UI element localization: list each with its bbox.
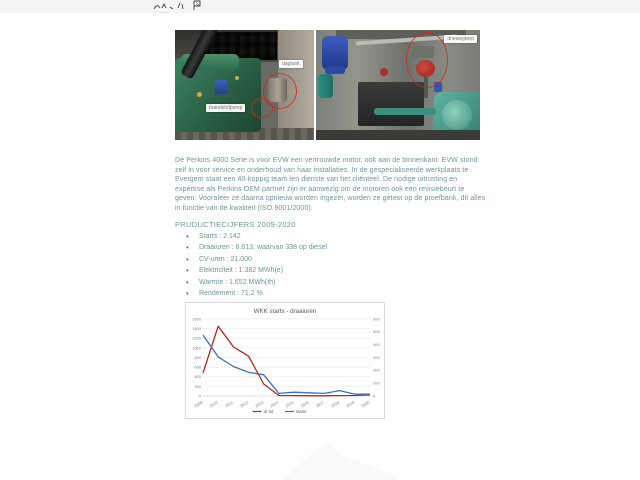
svg-text:2013: 2013 [254,399,265,409]
stat-item: • CV-uren : 21.000 [186,254,327,265]
svg-text:0: 0 [198,393,201,399]
stats-list [186,231,327,299]
svg-text:1600: 1600 [192,316,201,322]
svg-text:2009: 2009 [193,399,204,409]
stats-heading: PRUDUCTIECIJFERS 2009-2020 [175,220,296,229]
svg-text:2019: 2019 [345,399,356,409]
yellow-valve [235,76,239,80]
stat-item: • Warmte : 1.652 MWh(th) [186,277,327,288]
yellow-valve [197,92,202,97]
svg-text:1200: 1200 [192,335,201,341]
svg-text:0: 0 [373,393,376,399]
svg-text:800: 800 [194,354,201,360]
line-chart-svg [186,303,384,418]
wkk-chart [185,302,385,419]
svg-text:2014: 2014 [269,399,280,409]
svg-text:2010: 2010 [208,399,219,409]
floor-dark [316,130,480,140]
svg-text:400: 400 [194,374,201,380]
svg-text:2017: 2017 [314,399,325,409]
next-section-image-fragment [268,443,396,480]
svg-text:WKK starts - draaiuren: WKK starts - draaiuren [253,308,317,315]
stat-item: • Draaiuren : 6.613, waarvan 338 op diesel [186,242,327,253]
photo-engine-left [175,30,314,140]
logo-squiggle-icon [148,0,218,14]
svg-text:200: 200 [373,367,380,373]
brandstofpomp-annotation-circle [251,98,273,118]
svg-text:400: 400 [373,342,380,348]
svg-text:600: 600 [194,364,201,370]
red-handwheel [380,68,388,76]
label-brandstofpomp: brandstofpomp [206,104,245,112]
svg-text:300: 300 [373,354,380,360]
svg-text:2016: 2016 [299,399,310,409]
teal-piping [374,108,436,115]
generator-endcap [442,100,472,130]
intro-paragraph: De Perkins 4000 Serie is voor EVW een vertrouwde motor, ook aan de binnenkant. EVW stond zelf in voor service en onderhoud van haar installaties. In de gespecialiseerde werkplaats te Evergem staat een 40-koppig team ten dienste van het cliënteel. De nodige uitrusting en expertise als Perkins OEM partner zijn er aanwezig om de motoren ook een revisiebeurt te geven. Vooraleer ze daarna opnieuw worden ingezet, worden ze getest op de proefbank, dit alles in functie van de kwaliteit (ISO 9001/2000). [175,157,486,212]
svg-text:100: 100 [373,380,380,386]
svg-text:starts: starts [296,409,307,414]
svg-text:200: 200 [194,383,201,389]
stat-item: • Elektriciteit : 1.382 MWh(e) [186,265,327,276]
svg-text:dr tot: dr tot [263,409,274,414]
svg-text:2015: 2015 [284,399,295,409]
driewegklep-annotation-circle [406,32,448,88]
svg-text:500: 500 [373,329,380,335]
dark-equipment [358,82,424,126]
svg-text:1000: 1000 [192,345,201,351]
site-logo[interactable] [148,0,218,19]
site-header [0,0,640,13]
blue-valve [322,36,348,70]
label-driewegklep: driewegklep [444,35,477,43]
image-gallery [175,30,480,140]
photo-engine-room-right [316,30,480,140]
stat-item: • Starts : 2.142 [186,231,327,242]
svg-text:1400: 1400 [192,326,201,332]
chart-canvas [186,303,384,418]
svg-text:2012: 2012 [238,399,250,409]
teal-elbow-pipe [318,74,333,98]
svg-text:2018: 2018 [329,399,341,409]
svg-text:2011: 2011 [223,399,234,409]
blue-flange [325,66,345,74]
label-dagtank: dagtank [279,60,303,68]
blue-fitting [215,80,227,94]
svg-text:2020: 2020 [360,399,371,409]
stat-item: • Rendement : 71,2 % [186,288,327,299]
svg-text:600: 600 [373,316,380,322]
